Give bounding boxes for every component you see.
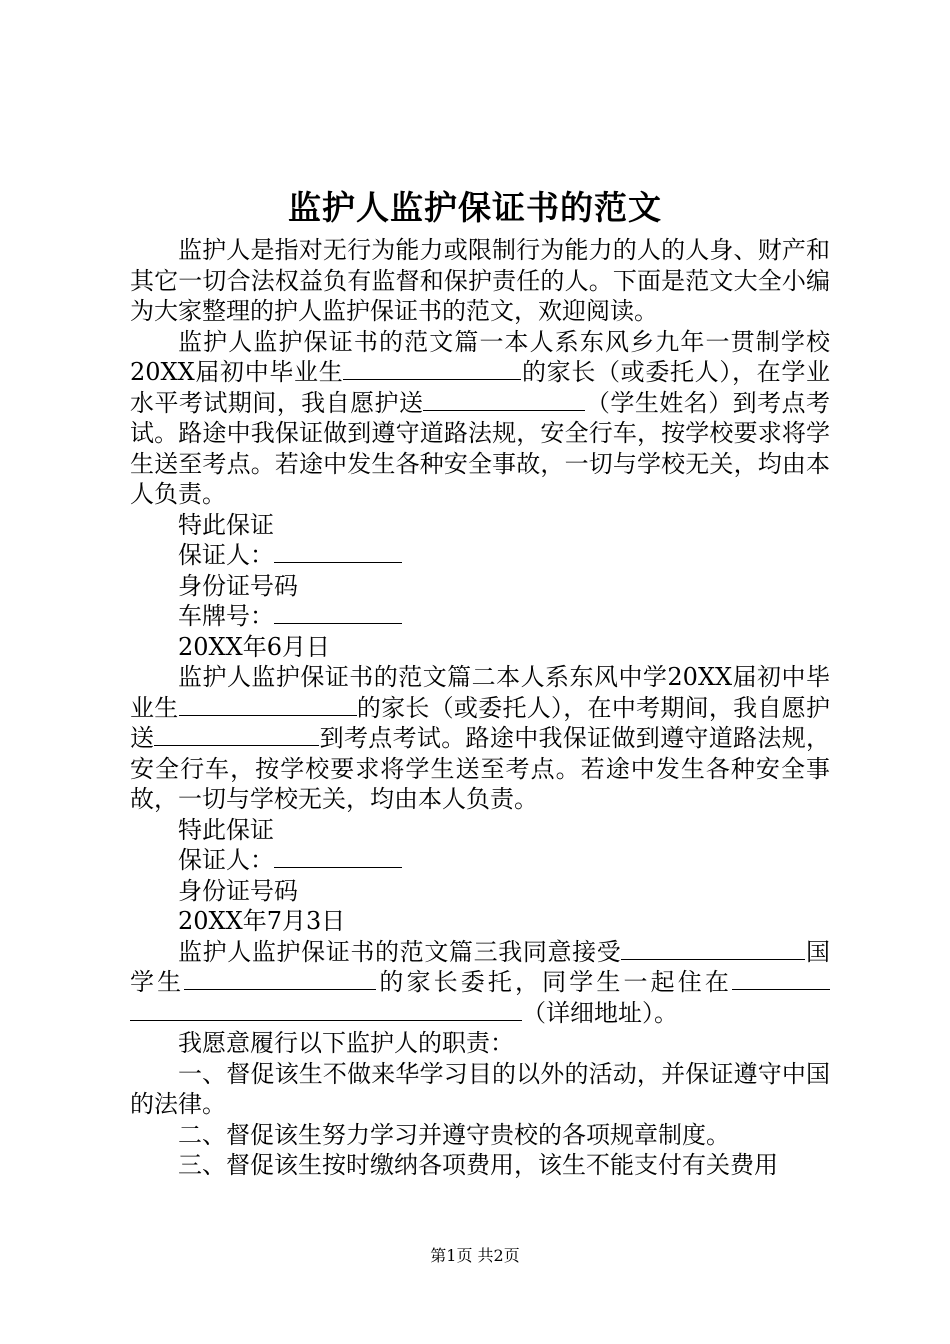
sample2-hereby: 特此保证 bbox=[178, 815, 274, 844]
sample1-plate-line bbox=[130, 601, 830, 632]
address-blank-2 bbox=[130, 998, 522, 1021]
sample2-guarantor-label: 保证人： bbox=[178, 846, 274, 874]
sample1-hereby: 特此保证 bbox=[178, 510, 274, 539]
sample3-text-1: 监护人监护保证书的范文篇三我同意接受 bbox=[178, 937, 622, 966]
plate-blank bbox=[274, 601, 402, 624]
intro-paragraph: 监护人是指对无行为能力或限制行为能力的人的人身、财产和其它一切合法权益负有监督和保护责任的人。下面是范文大全小编为大家整理的护人监护保证书的范文，欢迎阅读。 bbox=[130, 236, 830, 325]
student-name-blank bbox=[184, 967, 376, 990]
guardian-blank bbox=[621, 937, 805, 960]
document-body bbox=[130, 235, 830, 1181]
student-blank bbox=[154, 723, 319, 746]
duty-item-2: 二、督促该生努力学习并遵守贵校的各项规章制度。 bbox=[178, 1120, 730, 1149]
sample1-text-3: （学生姓名）到考点考试。路途中我保证做到遵守道路法规，安全行车，按学校要求将学生送至考点。若途中发生各种安全事故，一切与学校无关，均由本人负责。 bbox=[130, 388, 831, 508]
duty-item-1: 一、督促该生不做来华学习目的以外的活动，并保证遵守中国的法律。 bbox=[130, 1059, 830, 1118]
document-title: 监护人监护保证书的范文 bbox=[288, 188, 662, 227]
sample2-text-1: 监护人监护保证书的范文篇二本人系东风中学20XX届初中毕业生 bbox=[130, 663, 830, 722]
sample3-paragraph bbox=[130, 937, 830, 1029]
sample1-text-2: 的家长（或委托人），在学业水平考试期间，我自愿护送 bbox=[130, 358, 830, 417]
duty-item-3: 三、督促该生按时缴纳各项费用，该生不能支付有关费用 bbox=[178, 1151, 778, 1179]
sample3-text-2: 国学生 bbox=[130, 937, 831, 996]
sample2-guarantor-line bbox=[130, 845, 830, 876]
sample3-text-3: 的家长委托，同学生一起住在 bbox=[376, 968, 732, 996]
sample1-plate-label: 车牌号： bbox=[178, 602, 274, 630]
duties-intro: 我愿意履行以下监护人的职责： bbox=[178, 1029, 514, 1057]
guarantor-blank bbox=[274, 540, 402, 563]
sample1-text-1: 监护人监护保证书的范文篇一本人系东风乡九年一贯制学校20XX届初中毕业生 bbox=[130, 327, 830, 386]
sample2-text-3: 到考点考试。路途中我保证做到遵守道路法规，安全行车，按学校要求将学生送至考点。若途中发生各种安全事故，一切与学校无关，均由本人负责。 bbox=[130, 724, 831, 813]
address-blank-1 bbox=[732, 967, 830, 990]
sample1-guarantor-label: 保证人： bbox=[178, 541, 274, 569]
sample1-id-number: 身份证号码 bbox=[178, 571, 298, 600]
sample1-paragraph bbox=[130, 327, 830, 510]
student-blank bbox=[423, 388, 585, 411]
sample2-date: 20XX年7月3日 bbox=[178, 907, 346, 935]
sample2-paragraph bbox=[130, 662, 830, 815]
page-footer: 第1页 共2页 bbox=[430, 1246, 520, 1265]
sample2-id-number: 身份证号码 bbox=[178, 876, 298, 905]
sample3-text-4: （详细地址）。 bbox=[522, 998, 678, 1027]
student-name-blank bbox=[179, 693, 357, 716]
sample2-text-2: 的家长（或委托人），在中考期间，我自愿护送 bbox=[130, 693, 830, 752]
sample1-guarantor-line bbox=[130, 540, 830, 571]
sample1-date: 20XX年6月日 bbox=[178, 632, 330, 661]
student-name-blank bbox=[343, 357, 521, 380]
guarantor-blank bbox=[274, 845, 402, 868]
